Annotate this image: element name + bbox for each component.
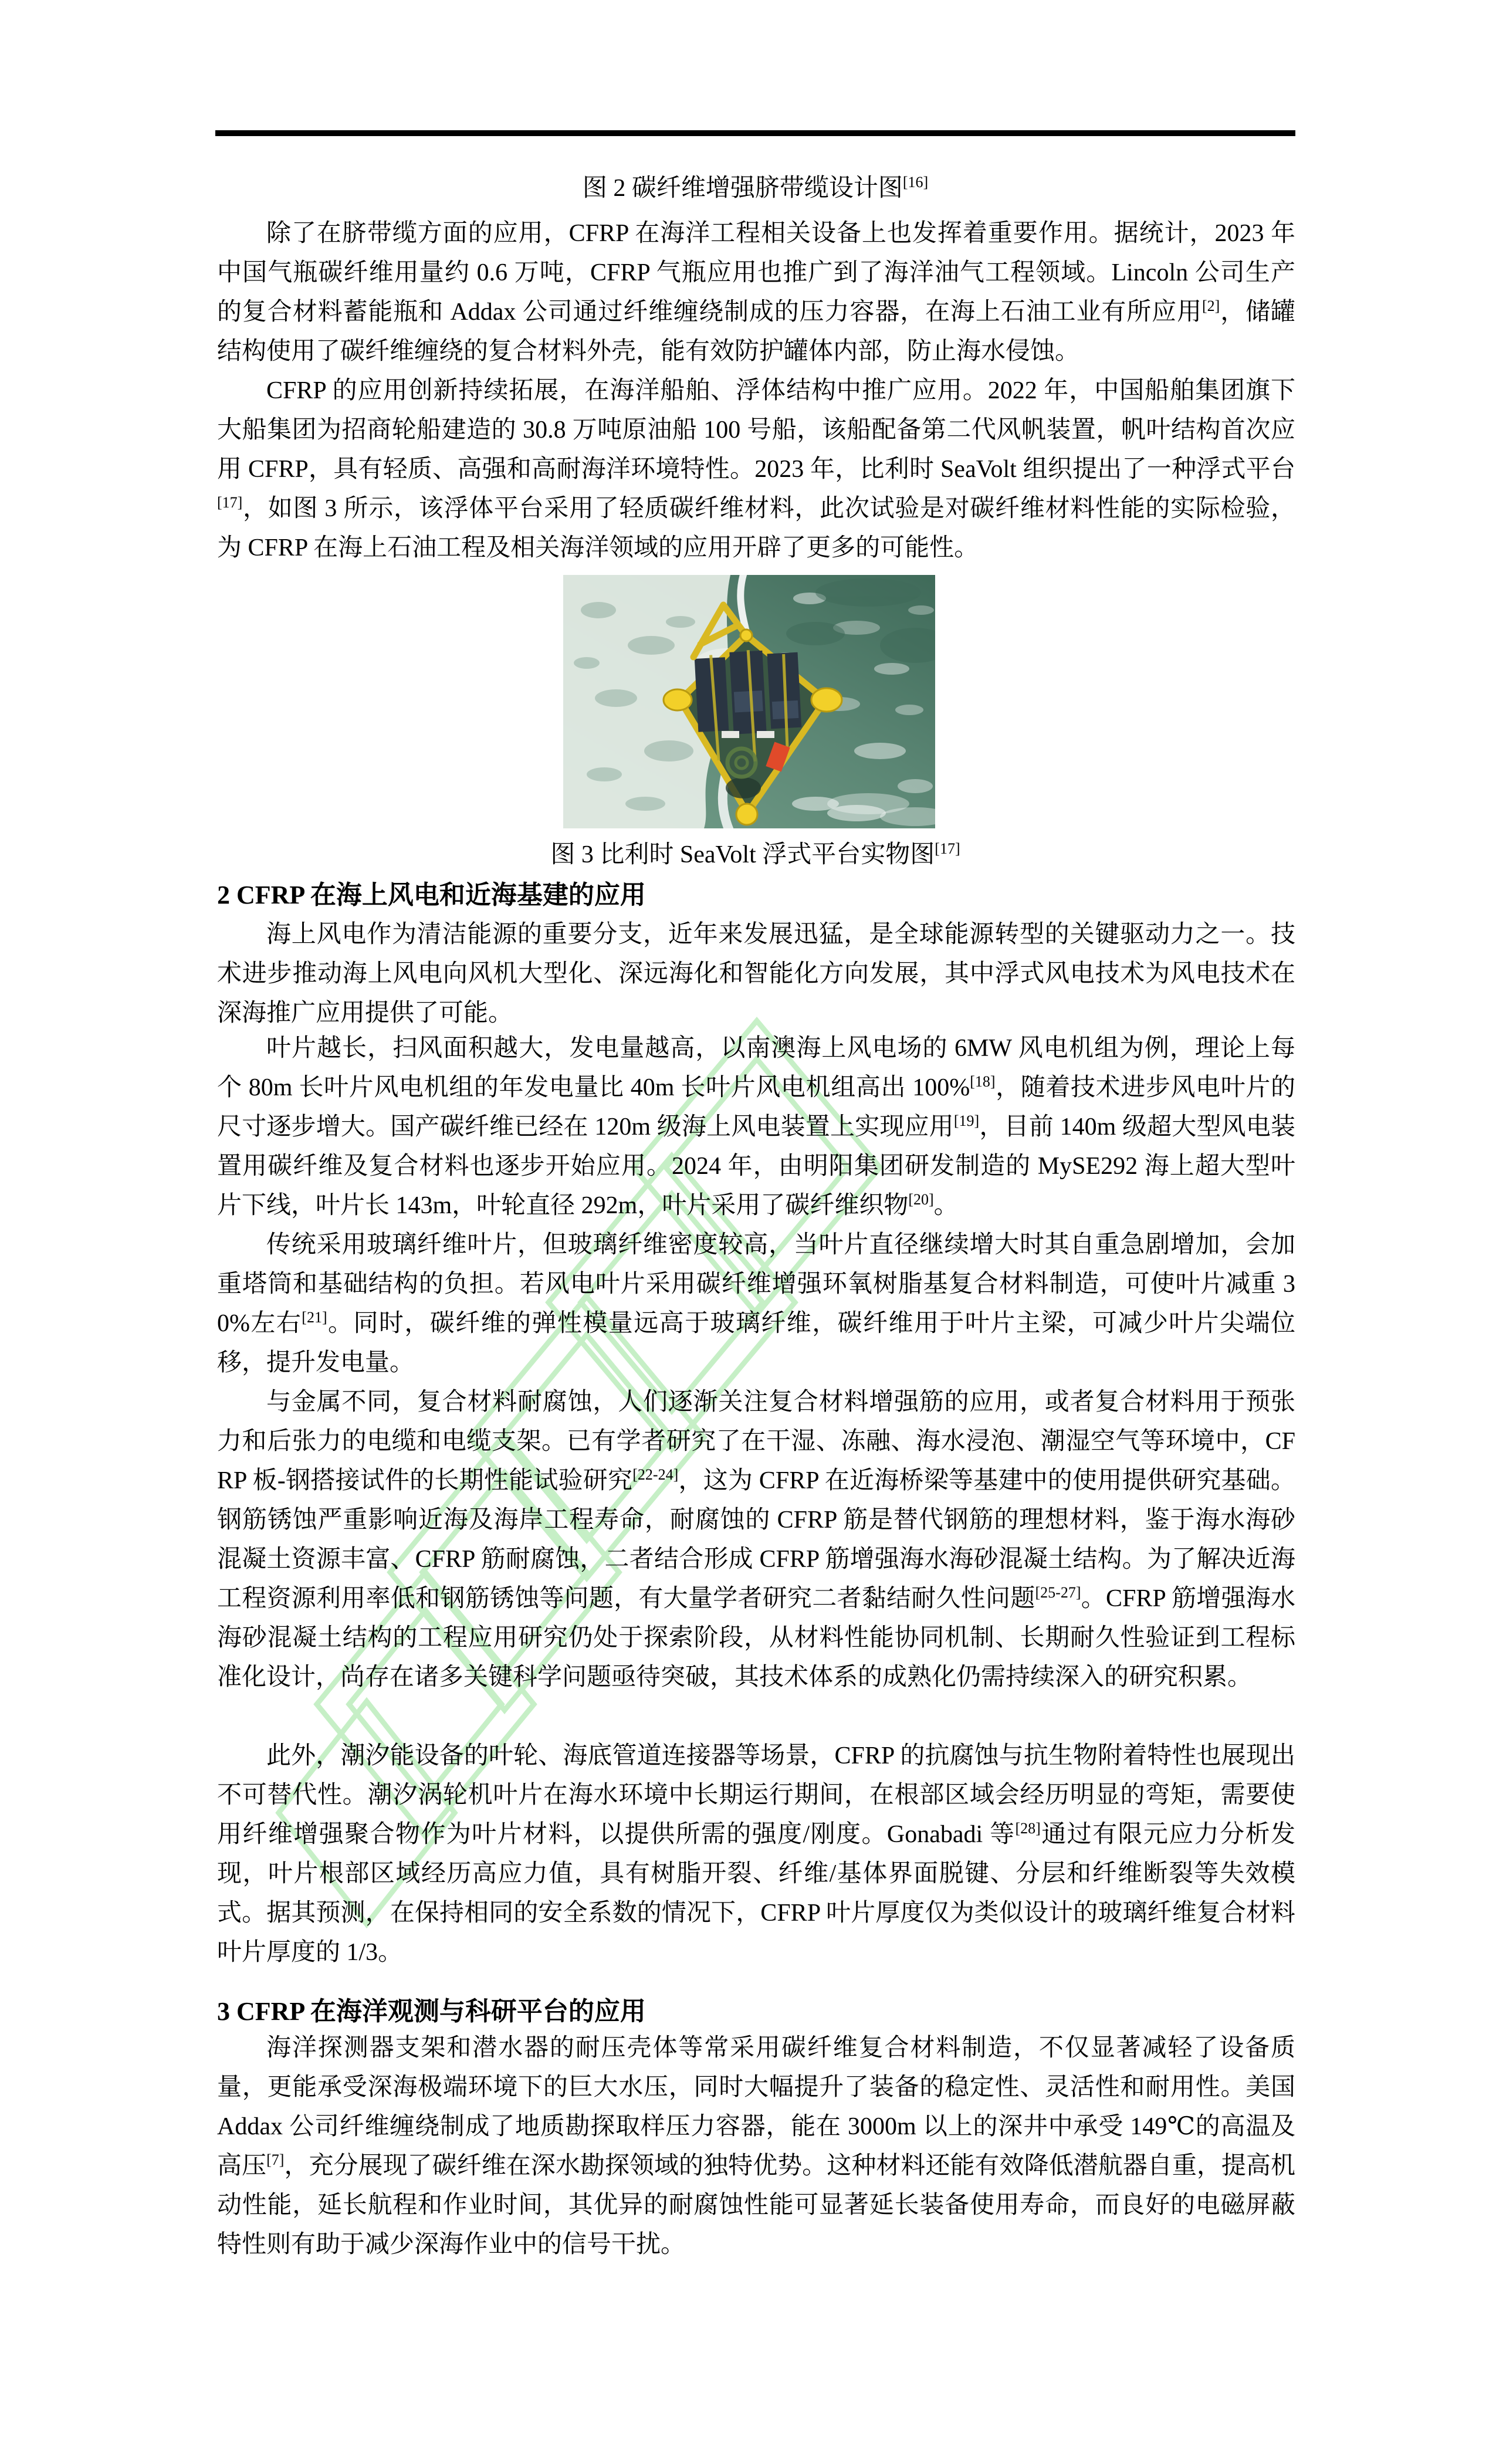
section3-heading: 3 CFRP 在海洋观测与科研平台的应用 [217, 1997, 646, 2026]
figure2-bottom-rule [215, 130, 1295, 136]
paragraph: 除了在脐带缆方面的应用，CFRP 在海洋工程相关设备上也发挥着重要作用。据统计，2023 年中国气瓶碳纤维用量约 0.6 万吨，CFRP 气瓶应用也推广到了海洋油气工程领域。Lincoln 公司生产的复合材料蓄能瓶和 Addax 公司通过纤维缠绕制成的压力容器，在海上石油工业有所应用[2]，储罐结构使用了碳纤维缠绕的复合材料外壳，能有效防护罐体内部，防止海水侵蚀。 [217, 220, 1295, 365]
section2-heading: 2 CFRP 在海上风电和近海基建的应用 [217, 881, 646, 909]
paragraph: 与金属不同，复合材料耐腐蚀，人们逐渐关注复合材料增强筋的应用，或者复合材料用于预张力和后张力的电缆和电缆支架。已有学者研究了在干湿、冻融、海水浸泡、潮湿空气等环境中，CFRP 板-钢搭接试件的长期性能试验研究[22-24]，这为 CFRP 在近海桥梁等基建中的使用提供研究基础。钢筋锈蚀严重影响近海及海岸工程寿命，耐腐蚀的 CFRP 筋是替代钢筋的理想材料，鉴于海水海砂混凝土资源丰富、CFRP 筋耐腐蚀，二者结合形成 CFRP 筋增强海水海砂混凝土结构。为了解决近海工程资源利用率低和钢筋锈蚀等问题，有大量学者研究二者黏结耐久性问题[25-27]。CFRP 筋增强海水海砂混凝土结构的工程应用研究仍处于探索阶段，从材料性能协同机制、长期耐久性验证到工程标准化设计，尚存在诸多关键科学问题亟待突破，其技术体系的成熟化仍需持续深入的研究积累。 [217, 1389, 1295, 1691]
top-joint [740, 629, 752, 641]
paragraph: 此外，潮汐能设备的叶轮、海底管道连接器等场景，CFRP 的抗腐蚀与抗生物附着特性也展现出不可替代性。潮汐涡轮机叶片在海水环境中长期运行期间，在根部区域会经历明显的弯矩，需要使用纤维增强聚合物作为叶片材料，以提供所需的强度/刚度。Gonabadi 等[28]通过有限元应力分析发现，叶片根部区域经历高应力值，具有树脂开裂、纤维/基体界面脱键、分层和纤维断裂等失效模式。据其预测，在保持相同的安全系数的情况下，CFRP 叶片厚度仅为类似设计的玻璃纤维复合材料叶片厚度的 1/3。 [217, 1742, 1295, 1966]
figure2-caption: 图 2 碳纤维增强脐带缆设计图[16] [582, 174, 929, 202]
paragraph: 海洋探测器支架和潜水器的耐压壳体等常采用碳纤维复合材料制造，不仅显著减轻了设备质量，更能承受深海极端环境下的巨大水压，同时大幅提升了装备的稳定性、灵活性和耐用性。美国 Addax 公司纤维缠绕制成了地质勘探取样压力容器，能在 3000m 以上的深井中承受 149℃的高温及高压[7]，充分展现了碳纤维在深水勘探领域的独特优势。这种材料还能有效降低潜航器自重，提高机动性能，延长航程和作业时间，其优异的耐腐蚀性能可显著延长装备使用寿命，而良好的电磁屏蔽特性则有助于减少深海作业中的信号干扰。 [217, 2035, 1295, 2258]
paragraph: 海上风电作为清洁能源的重要分支，近年来发展迅猛，是全球能源转型的关键驱动力之一。技术进步推动海上风电向风机大型化、深远海化和智能化方向发展，其中浮式风电技术为风电技术在深海推广应用提供了可能。 [217, 921, 1295, 1027]
figure3-photo [563, 575, 935, 828]
right-float [811, 688, 842, 712]
bottom-float [736, 804, 757, 825]
paragraph: 传统采用玻璃纤维叶片，但玻璃纤维密度较高，当叶片直径继续增大时其自重急剧增加，会加重塔筒和基础结构的负担。若风电叶片采用碳纤维增强环氧树脂基复合材料制造，可使叶片减重 30%左右[21]。同时，碳纤维的弹性模量远高于玻璃纤维，碳纤维用于叶片主梁，可减少叶片尖端位移，提升发电量。 [217, 1231, 1295, 1376]
figure3-caption: 图 3 比利时 SeaVolt 浮式平台实物图[17] [550, 840, 960, 868]
paragraph: 叶片越长，扫风面积越大，发电量越高，以南澳海上风电场的 6MW 风电机组为例，理论上每个 80m 长叶片风电机组的年发电量比 40m 长叶片风电机组高出 100%[18]，随着技术进步风电叶片的尺寸逐步增大。国产碳纤维已经在 120m 级海上风电装置上实现应用[19]，目前 140m 级超大型风电装置用碳纤维及复合材料也逐步开始应用。2024 年，由明阳集团研发制造的 MySE292 海上超大型叶片下线，叶片长 143m，叶轮直径 292m，叶片采用了碳纤维织物[20]。 [217, 1035, 1296, 1219]
left-float [664, 689, 692, 710]
paragraph: CFRP 的应用创新持续拓展，在海洋船舶、浮体结构中推广应用。2022 年，中国船舶集团旗下大船集团为招商轮船建造的 30.8 万吨原油船 100 号船，该船配备第二代风帆装置，帆叶结构首次应用 CFRP，具有轻质、高强和高耐海洋环境特性。2023 年，比利时 SeaVolt 组织提出了一种浮式平台[17]，如图 3 所示，该浮体平台采用了轻质碳纤维材料，此次试验是对碳纤维材料性能的实际检验，为 CFRP 在海上石油工程及相关海洋领域的应用开辟了更多的可能性。 [217, 377, 1295, 561]
